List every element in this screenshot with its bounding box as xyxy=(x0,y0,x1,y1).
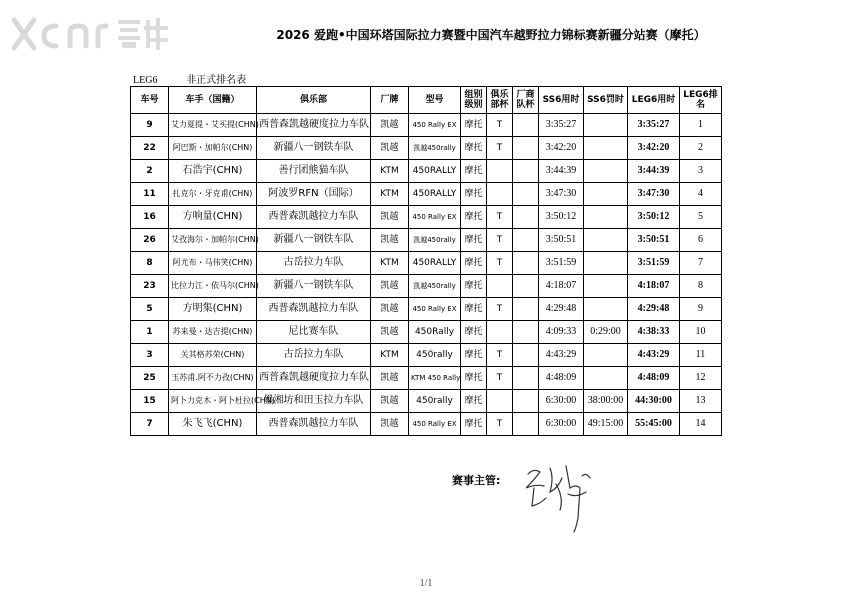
cell-ss6-time: 3:47:30 xyxy=(539,183,584,206)
cell-club: 西普森凯越拉力车队 xyxy=(257,206,371,229)
table-row xyxy=(131,252,722,275)
cell-car-no: 2 xyxy=(131,160,169,183)
cell-leg6-rank: 6 xyxy=(680,229,722,252)
cell-car-no: 7 xyxy=(131,413,169,436)
cell-leg6-time: 4:29:48 xyxy=(628,298,680,321)
cell-club-cup xyxy=(487,321,513,344)
cell-model: 450 Rally EX xyxy=(409,298,461,321)
cell-leg6-time: 3:35:27 xyxy=(628,114,680,137)
col-header-leg6-rank: LEG6排名 xyxy=(680,87,722,114)
cell-mfr-cup xyxy=(513,275,539,298)
cell-model: 450rally xyxy=(409,390,461,413)
cell-leg6-time: 55:45:00 xyxy=(628,413,680,436)
cell-ss6-penalty xyxy=(584,183,628,206)
cell-car-no: 8 xyxy=(131,252,169,275)
cell-club-cup xyxy=(487,183,513,206)
cell-model: 450 Rally EX xyxy=(409,114,461,137)
cell-driver: 阿巴斯・加帕尔(CHN) xyxy=(169,137,257,160)
table-row xyxy=(131,114,722,137)
cell-brand: KTM xyxy=(371,252,409,275)
cell-driver: 关其格苏荣(CHN) xyxy=(169,344,257,367)
cell-brand: 凯越 xyxy=(371,114,409,137)
cell-ss6-penalty xyxy=(584,114,628,137)
cell-ss6-penalty xyxy=(584,206,628,229)
cell-leg6-rank: 5 xyxy=(680,206,722,229)
cell-ss6-time: 3:50:12 xyxy=(539,206,584,229)
cell-driver: 方明集(CHN) xyxy=(169,298,257,321)
cell-club-cup xyxy=(487,160,513,183)
cell-group: 摩托 xyxy=(461,114,487,137)
cell-model: 450Rally xyxy=(409,321,461,344)
table-row xyxy=(131,275,722,298)
cell-car-no: 9 xyxy=(131,114,169,137)
cell-leg6-time: 4:38:33 xyxy=(628,321,680,344)
col-header-club: 俱乐部 xyxy=(257,87,371,114)
table-row xyxy=(131,344,722,367)
col-header-club-cup: 俱乐部杯 xyxy=(487,87,513,114)
cell-brand: 凯越 xyxy=(371,137,409,160)
cell-leg6-time: 3:47:30 xyxy=(628,183,680,206)
cell-mfr-cup xyxy=(513,160,539,183)
leg-label: 非正式排名表 xyxy=(186,75,247,86)
cell-ss6-penalty xyxy=(584,275,628,298)
cell-group: 摩托 xyxy=(461,344,487,367)
cell-group: 摩托 xyxy=(461,367,487,390)
cell-brand: 凯越 xyxy=(371,298,409,321)
cell-brand: 凯越 xyxy=(371,367,409,390)
cell-ss6-time: 4:48:09 xyxy=(539,367,584,390)
cell-model: 凯越450rally xyxy=(409,229,461,252)
cell-driver: 比拉力江・依马尔(CHN) xyxy=(169,275,257,298)
cell-club: 古岳拉力车队 xyxy=(257,252,371,275)
cell-group: 摩托 xyxy=(461,252,487,275)
leg-caption xyxy=(133,71,246,86)
cell-model: 450rally xyxy=(409,344,461,367)
cell-club-cup xyxy=(487,275,513,298)
page-number: 1/1 xyxy=(419,578,433,589)
cell-brand: 凯越 xyxy=(371,206,409,229)
cell-club-cup: T xyxy=(487,413,513,436)
cell-leg6-rank: 2 xyxy=(680,137,722,160)
cell-driver: 朱飞飞(CHN) xyxy=(169,413,257,436)
cell-club: 新疆八一钢铁车队 xyxy=(257,229,371,252)
table-row xyxy=(131,321,722,344)
cell-model: 450RALLY xyxy=(409,183,461,206)
col-header-group: 组别级别 xyxy=(461,87,487,114)
col-header-ss6-time: SS6用时 xyxy=(539,87,584,114)
cell-brand: KTM xyxy=(371,344,409,367)
cell-club: 西普森凯越硬度拉力车队 xyxy=(257,114,371,137)
cell-group: 摩托 xyxy=(461,160,487,183)
cell-leg6-rank: 3 xyxy=(680,160,722,183)
cell-driver: 苏来曼・达吉提(CHN) xyxy=(169,321,257,344)
cell-driver: 艾孜海尔・加帕尔(CHN) xyxy=(169,229,257,252)
cell-leg6-rank: 8 xyxy=(680,275,722,298)
cell-group: 摩托 xyxy=(461,275,487,298)
table-row xyxy=(131,413,722,436)
cell-leg6-time: 3:51:59 xyxy=(628,252,680,275)
cell-ss6-penalty xyxy=(584,160,628,183)
cell-leg6-rank: 4 xyxy=(680,183,722,206)
table-row xyxy=(131,298,722,321)
cell-leg6-time: 4:43:29 xyxy=(628,344,680,367)
cell-ss6-time: 3:44:39 xyxy=(539,160,584,183)
cell-model: 凯越450rally xyxy=(409,275,461,298)
col-header-no: 车号 xyxy=(131,87,169,114)
cell-mfr-cup xyxy=(513,114,539,137)
cell-model: 450 Rally EX xyxy=(409,206,461,229)
cell-club-cup xyxy=(487,390,513,413)
cell-leg6-time: 3:50:51 xyxy=(628,229,680,252)
cell-club-cup: T xyxy=(487,344,513,367)
col-header-mfr-cup: 厂商队杯 xyxy=(513,87,539,114)
cell-mfr-cup xyxy=(513,206,539,229)
cell-mfr-cup xyxy=(513,252,539,275)
cell-mfr-cup xyxy=(513,137,539,160)
cell-ss6-time: 4:18:07 xyxy=(539,275,584,298)
cell-car-no: 22 xyxy=(131,137,169,160)
cell-driver: 阿卜力克木・阿卜杜拉(CHN) xyxy=(169,390,257,413)
cell-group: 摩托 xyxy=(461,229,487,252)
cell-ss6-time: 3:51:59 xyxy=(539,252,584,275)
cell-ss6-time: 3:42:20 xyxy=(539,137,584,160)
cell-club: 西普森凯越拉力车队 xyxy=(257,298,371,321)
cell-leg6-time: 3:50:12 xyxy=(628,206,680,229)
cell-brand: KTM xyxy=(371,160,409,183)
cell-ss6-penalty xyxy=(584,137,628,160)
cell-model: 450 Rally EX xyxy=(409,413,461,436)
cell-club: 古岳拉力车队 xyxy=(257,344,371,367)
cell-ss6-penalty xyxy=(584,229,628,252)
cell-group: 摩托 xyxy=(461,183,487,206)
cell-ss6-penalty xyxy=(584,344,628,367)
cell-club: 西普森凯越硬度拉力车队 xyxy=(257,367,371,390)
cell-ss6-penalty xyxy=(584,367,628,390)
leg-code: LEG6 xyxy=(133,75,158,86)
cell-car-no: 16 xyxy=(131,206,169,229)
cell-driver: 石浩宇(CHN) xyxy=(169,160,257,183)
cell-ss6-time: 3:35:27 xyxy=(539,114,584,137)
cell-club-cup: T xyxy=(487,114,513,137)
cell-leg6-rank: 12 xyxy=(680,367,722,390)
cell-brand: 凯越 xyxy=(371,321,409,344)
cell-brand: 凯越 xyxy=(371,229,409,252)
table-row xyxy=(131,229,722,252)
cell-leg6-rank: 7 xyxy=(680,252,722,275)
cell-model: 凯越450rally xyxy=(409,137,461,160)
cell-club-cup: T xyxy=(487,229,513,252)
cell-ss6-penalty xyxy=(584,298,628,321)
cell-club: 尼比赛车队 xyxy=(257,321,371,344)
cell-leg6-time: 4:18:07 xyxy=(628,275,680,298)
cell-driver: 方响量(CHN) xyxy=(169,206,257,229)
cell-group: 摩托 xyxy=(461,298,487,321)
cell-group: 摩托 xyxy=(461,206,487,229)
cell-car-no: 3 xyxy=(131,344,169,367)
cell-car-no: 11 xyxy=(131,183,169,206)
cell-ss6-penalty xyxy=(584,252,628,275)
table-row xyxy=(131,390,722,413)
col-header-driver: 车手（国籍） xyxy=(169,87,257,114)
cell-brand: 凯越 xyxy=(371,275,409,298)
cell-ss6-penalty: 38:00:00 xyxy=(584,390,628,413)
cell-mfr-cup xyxy=(513,321,539,344)
results-table xyxy=(130,86,722,436)
cell-mfr-cup xyxy=(513,298,539,321)
cell-car-no: 15 xyxy=(131,390,169,413)
cell-club: 西普森凯越拉力车队 xyxy=(257,413,371,436)
cell-driver: 艾力夏提・艾买提(CHN) xyxy=(169,114,257,137)
cell-club-cup: T xyxy=(487,206,513,229)
cell-ss6-time: 4:09:33 xyxy=(539,321,584,344)
cell-club: 善行团熊猫车队 xyxy=(257,160,371,183)
cell-club: 阿波罗RFN（国际） xyxy=(257,183,371,206)
cell-ss6-penalty: 49:15:00 xyxy=(584,413,628,436)
table-header-row xyxy=(131,87,722,114)
cell-car-no: 1 xyxy=(131,321,169,344)
cell-leg6-time: 4:48:09 xyxy=(628,367,680,390)
cell-ss6-time: 6:30:00 xyxy=(539,390,584,413)
table-row xyxy=(131,367,722,390)
cell-mfr-cup xyxy=(513,229,539,252)
cell-car-no: 5 xyxy=(131,298,169,321)
col-header-model: 型号 xyxy=(409,87,461,114)
cell-mfr-cup xyxy=(513,344,539,367)
cell-group: 摩托 xyxy=(461,413,487,436)
cell-car-no: 26 xyxy=(131,229,169,252)
cell-club-cup: T xyxy=(487,252,513,275)
cell-leg6-time: 3:42:20 xyxy=(628,137,680,160)
supervisor-label: 赛事主管: xyxy=(452,474,501,487)
logo-text xyxy=(8,12,178,56)
cell-mfr-cup xyxy=(513,367,539,390)
cell-club-cup: T xyxy=(487,298,513,321)
col-header-brand: 厂牌 xyxy=(371,87,409,114)
cell-mfr-cup xyxy=(513,390,539,413)
table-row xyxy=(131,160,722,183)
cell-leg6-rank: 11 xyxy=(680,344,722,367)
cell-driver: 玉苏甫.阿不力孜(CHN) xyxy=(169,367,257,390)
table-row xyxy=(131,137,722,160)
cell-leg6-rank: 13 xyxy=(680,390,722,413)
cell-leg6-rank: 9 xyxy=(680,298,722,321)
cell-brand: KTM xyxy=(371,183,409,206)
col-header-leg6-time: LEG6用时 xyxy=(628,87,680,114)
table-row xyxy=(131,206,722,229)
cell-model: 450RALLY xyxy=(409,160,461,183)
cell-ss6-time: 3:50:51 xyxy=(539,229,584,252)
cell-leg6-rank: 1 xyxy=(680,114,722,137)
cell-leg6-time: 44:30:00 xyxy=(628,390,680,413)
cell-ss6-time: 4:43:29 xyxy=(539,344,584,367)
cell-mfr-cup xyxy=(513,183,539,206)
col-header-ss6-penalty: SS6罚时 xyxy=(584,87,628,114)
supervisor-signature xyxy=(520,458,600,534)
cell-group: 摩托 xyxy=(461,321,487,344)
cell-model: 450RALLY xyxy=(409,252,461,275)
cell-club: 新疆八一钢铁车队 xyxy=(257,137,371,160)
cell-club-cup: T xyxy=(487,367,513,390)
cell-group: 摩托 xyxy=(461,137,487,160)
cell-brand: 凯越 xyxy=(371,390,409,413)
cell-group: 摩托 xyxy=(461,390,487,413)
cell-club: 墨湘坊和田玉拉力车队 xyxy=(257,390,371,413)
table-row xyxy=(131,183,722,206)
cell-ss6-time: 4:29:48 xyxy=(539,298,584,321)
cell-mfr-cup xyxy=(513,413,539,436)
cell-model: KTM 450 Rally xyxy=(409,367,461,390)
cell-driver: 阿尤布・马伟笑(CHN) xyxy=(169,252,257,275)
page-title: 2026 爱跑•中国环塔国际拉力赛暨中国汽车越野拉力锦标赛新疆分站赛（摩托） xyxy=(276,28,706,42)
cell-ss6-penalty: 0:29:00 xyxy=(584,321,628,344)
cell-club-cup: T xyxy=(487,137,513,160)
cell-driver: 扎克尔・牙克甫(CHN) xyxy=(169,183,257,206)
cell-leg6-rank: 10 xyxy=(680,321,722,344)
cell-leg6-rank: 14 xyxy=(680,413,722,436)
cell-ss6-time: 6:30:00 xyxy=(539,413,584,436)
cell-car-no: 25 xyxy=(131,367,169,390)
cell-car-no: 23 xyxy=(131,275,169,298)
cell-leg6-time: 3:44:39 xyxy=(628,160,680,183)
cell-brand: 凯越 xyxy=(371,413,409,436)
cell-club: 新疆八一钢铁车队 xyxy=(257,275,371,298)
